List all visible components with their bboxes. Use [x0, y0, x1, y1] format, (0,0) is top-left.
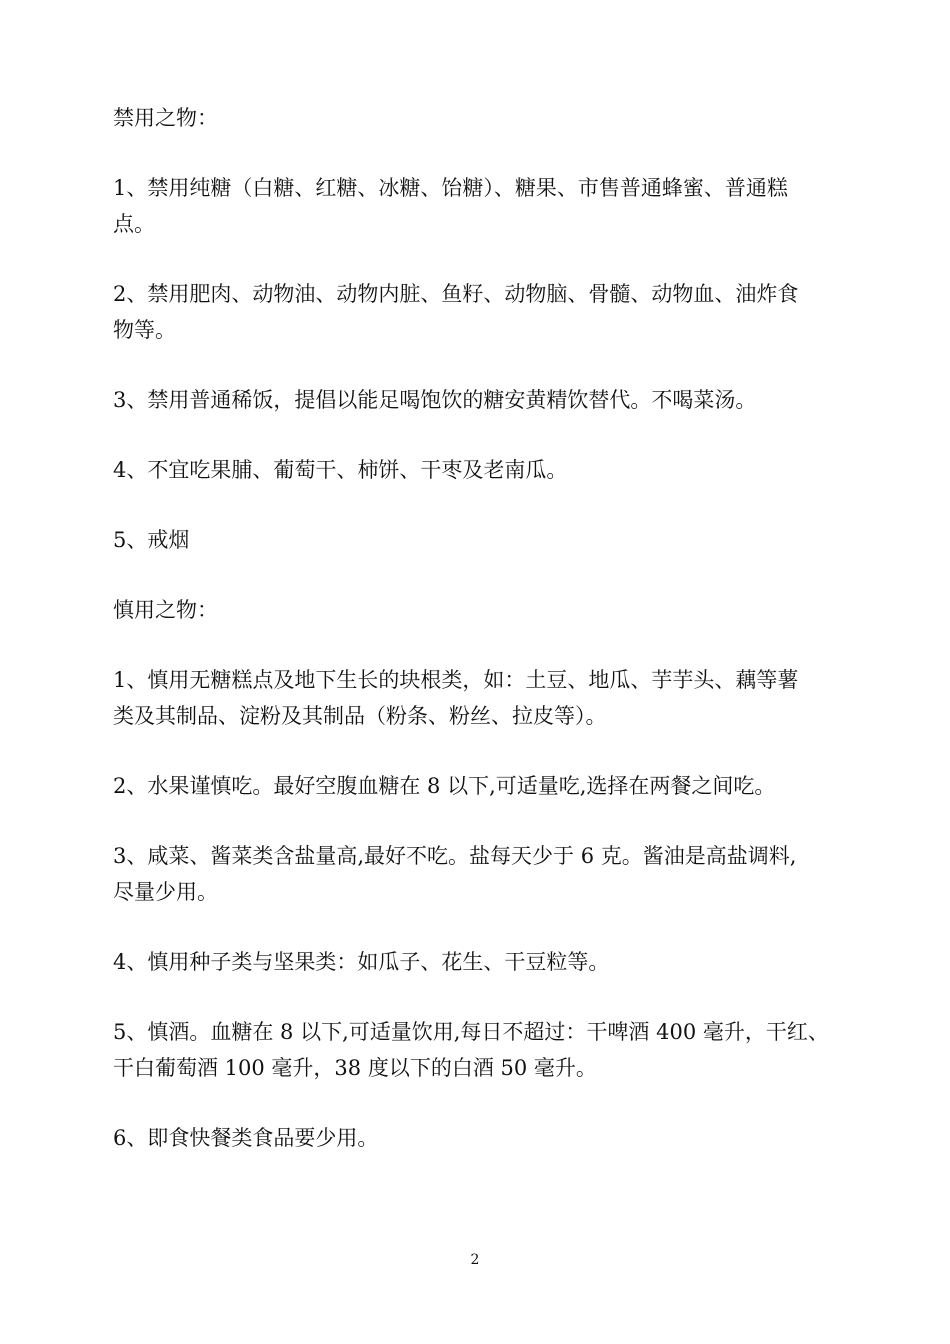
forbidden-item-1-line-2: 点。 [113, 212, 155, 236]
forbidden-item-2-line-2: 物等。 [113, 318, 176, 342]
forbidden-item-2-line-1: 2、禁用肥肉、动物油、动物内脏、鱼籽、动物脑、骨髓、动物血、油炸食 [113, 282, 799, 306]
cautious-item-4: 4、慎用种子类与坚果类：如瓜子、花生、干豆粒等。 [113, 950, 610, 974]
forbidden-item-4: 4、不宜吃果脯、葡萄干、柿饼、干枣及老南瓜。 [113, 458, 568, 482]
cautious-item-5-line-1: 5、慎酒。血糖在 8 以下,可适量饮用,每日不超过：干啤酒 400 毫升，干红、 [113, 1020, 829, 1044]
cautious-item-5-line-2: 干白葡萄酒 100 毫升，38 度以下的白酒 50 毫升。 [113, 1056, 597, 1080]
cautious-item-1-line-1: 1、慎用无糖糕点及地下生长的块根类，如：土豆、地瓜、芋芋头、藕等薯 [113, 668, 799, 692]
cautious-item-6: 6、即食快餐类食品要少用。 [113, 1126, 379, 1150]
page-number: 2 [470, 1252, 480, 1268]
cautious-heading: 慎用之物： [113, 598, 218, 622]
document-body [113, 100, 843, 1156]
cautious-item-3-line-2: 尽量少用。 [113, 880, 218, 904]
forbidden-heading: 禁用之物： [113, 106, 218, 130]
forbidden-item-3: 3、禁用普通稀饭，提倡以能足喝饱饮的糖安黄精饮替代。不喝菜汤。 [113, 388, 757, 412]
forbidden-item-1-line-1: 1、禁用纯糖（白糖、红糖、冰糖、饴糖）、糖果、市售普通蜂蜜、普通糕 [113, 176, 788, 200]
cautious-item-3-line-1: 3、咸菜、酱菜类含盐量高,最好不吃。盐每天少于 6 克。酱油是高盐调料, [113, 844, 797, 868]
cautious-item-2: 2、水果谨慎吃。最好空腹血糖在 8 以下,可适量吃,选择在两餐之间吃。 [113, 774, 776, 798]
cautious-item-1-line-2: 类及其制品、淀粉及其制品（粉条、粉丝、拉皮等）。 [113, 704, 607, 728]
forbidden-item-5: 5、戒烟 [113, 528, 190, 552]
